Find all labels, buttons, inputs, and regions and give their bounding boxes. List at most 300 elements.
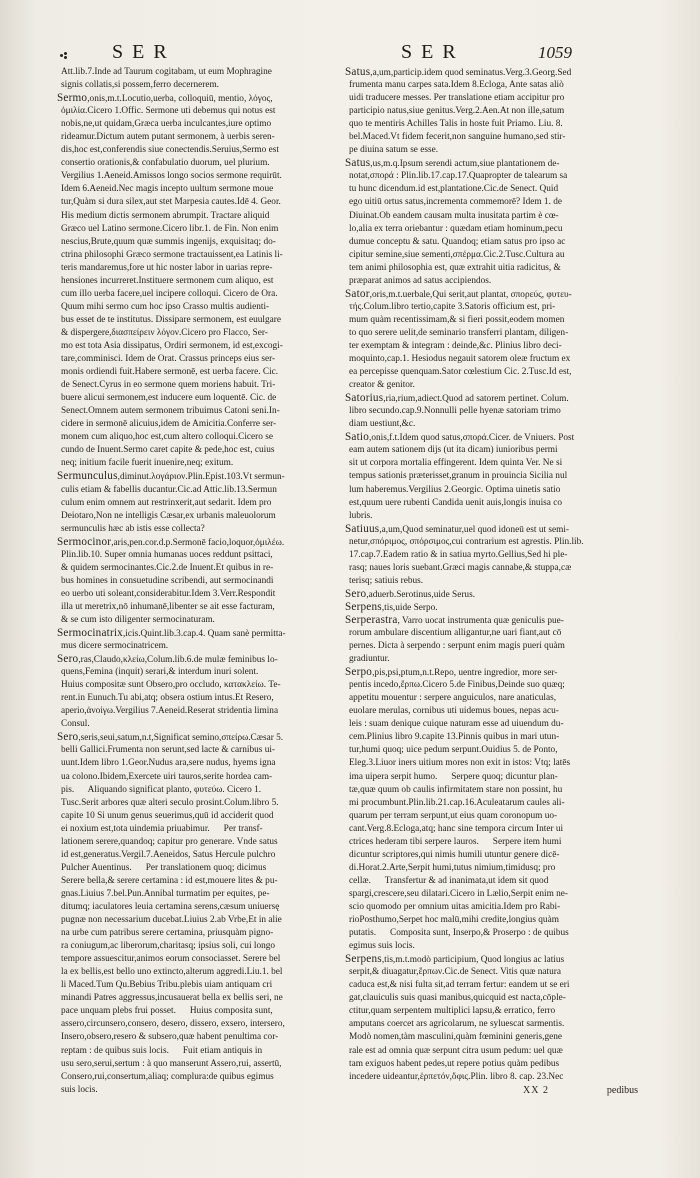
line-content bbox=[349, 901, 560, 914]
text-line bbox=[57, 692, 342, 705]
text-line bbox=[345, 131, 638, 144]
line-text: ,a,um,Quod seminatur,uel quod idoneū est ut semi- bbox=[379, 524, 570, 535]
line-text: lationem serere,quandoq; capitur pro generare. Vnde satus bbox=[61, 836, 278, 847]
line-text: scio quomodo per omnium uitas amicitia.Idem pro Rabi- bbox=[349, 902, 561, 912]
line-content bbox=[349, 705, 559, 718]
text-line bbox=[57, 575, 342, 588]
line-text: tempus sationis præterisset,granum in prouincia Sicilia nul bbox=[349, 471, 568, 482]
line-content bbox=[61, 979, 272, 992]
text-line bbox=[345, 966, 638, 979]
line-text: egimus suis locis. bbox=[349, 941, 415, 952]
text-line bbox=[57, 1071, 342, 1084]
text-line bbox=[57, 784, 342, 797]
line-text: ,onis,m.t.Locutio,uerba, colloquiū, mentio, λόγος, bbox=[87, 94, 273, 105]
text-line bbox=[57, 392, 342, 405]
line-content bbox=[349, 992, 566, 1005]
entry-line bbox=[57, 536, 342, 549]
line-content bbox=[61, 418, 276, 431]
text-line bbox=[345, 549, 638, 562]
line-text: consertio orationis,& confabulatio duorum, uel plurium. bbox=[61, 158, 270, 169]
headword: Satorius bbox=[345, 392, 384, 405]
line-content bbox=[61, 927, 273, 940]
line-content bbox=[349, 457, 562, 470]
line-text: reptam : de quibus suis locis. Fuit etiam antiquis in bbox=[61, 1045, 263, 1056]
line-content bbox=[61, 444, 275, 457]
line-text: nobis,ne,ut quidam,Græca uerba inculcantes,iure optimo bbox=[61, 119, 272, 130]
text-line bbox=[57, 275, 342, 288]
line-text: & dispergere,διασπείρειν λόγον.Cicero pro Flacco, Ser- bbox=[61, 327, 268, 338]
line-text: ,seris,seui,satum,n.t,Significat semino,σπείρω.Cæsar 5. bbox=[78, 733, 284, 744]
line-text: serpit,& diuagatur,ἕρπων.Cic.de Senect. Vitis quæ natura bbox=[349, 967, 561, 978]
line-text: quens,Femina (inquit) serari,& interdum inuri solent. bbox=[61, 667, 259, 678]
line-content bbox=[61, 888, 270, 901]
line-text: appetitu mouentur : serpere anguiculos, nare anaticulas, bbox=[349, 693, 557, 704]
line-content bbox=[349, 640, 565, 653]
line-content bbox=[349, 536, 584, 549]
text-line bbox=[345, 144, 638, 157]
text-line bbox=[57, 640, 342, 653]
line-content bbox=[61, 157, 270, 170]
text-line bbox=[57, 497, 342, 510]
line-content bbox=[61, 705, 278, 718]
text-line bbox=[345, 379, 638, 392]
line-content bbox=[61, 757, 276, 770]
text-line bbox=[57, 940, 342, 953]
page-number: 1059 bbox=[538, 43, 572, 62]
line-content bbox=[61, 614, 215, 627]
headword: Satus bbox=[345, 66, 371, 78]
line-text: buere alicui sermonem,est inducere eum loquentē. Cic. de bbox=[61, 393, 277, 404]
signature-mark: XX 2 bbox=[523, 1084, 549, 1096]
headword: Satus bbox=[345, 157, 371, 170]
line-text: ego uitiū ortus satus,incrementa commemorē? Idem 1. de bbox=[349, 197, 562, 208]
line-text: Tusc.Serit arbores quæ alteri seculo prosint.Colum.libro 5. bbox=[61, 797, 279, 808]
text-line bbox=[345, 914, 638, 927]
line-text: ,diminut.λογάριον.Plin.Epist.103.Vt sermun- bbox=[117, 472, 285, 483]
line-content bbox=[61, 901, 279, 914]
line-content bbox=[61, 196, 281, 209]
line-content bbox=[349, 627, 561, 640]
text-line bbox=[345, 823, 638, 836]
line-content bbox=[349, 314, 564, 327]
line-text: dicuntur scriptores,qui nimis humili utuntur genere dicē- bbox=[349, 849, 560, 860]
line-content bbox=[61, 784, 261, 797]
line-content bbox=[61, 966, 283, 979]
line-content bbox=[61, 262, 272, 275]
headword: Satio bbox=[345, 431, 369, 444]
line-content bbox=[349, 340, 562, 353]
text-line bbox=[345, 705, 638, 718]
line-content bbox=[61, 692, 274, 705]
line-text: ,tis,uide Serpo. bbox=[381, 602, 438, 613]
line-text: lubris. bbox=[349, 510, 373, 521]
text-line bbox=[345, 79, 638, 92]
line-content bbox=[349, 653, 390, 666]
line-text: Deiotaro,Non ne intelligis Cæsar,ex urbanis maleuolorum bbox=[61, 510, 276, 521]
line-text: Græco uel Latino sermone.Cicero libr.1. de Fin. Non enim bbox=[61, 223, 279, 234]
line-text: la ex bellis,est bello uno extincto,alterum aggredi.Liu.1. bel bbox=[61, 967, 283, 978]
right-column bbox=[345, 66, 638, 1097]
line-text: di.Horat.2.Arte,Serpit humi,tutus nimium,timidusq; pro bbox=[349, 862, 556, 873]
line-content bbox=[61, 392, 276, 405]
line-text: rorum ambulare discentium alligantur,ne uari fiant,aut cō bbox=[349, 628, 562, 639]
text-line bbox=[345, 170, 638, 183]
text-line bbox=[345, 1045, 638, 1058]
text-line bbox=[345, 210, 638, 223]
line-content bbox=[61, 405, 280, 418]
line-content bbox=[61, 105, 275, 118]
line-text: neq; initium facile fuerit inuenire,neq; exitum. bbox=[61, 458, 234, 469]
text-line bbox=[57, 314, 342, 327]
text-line bbox=[57, 810, 342, 823]
line-text: dis,hoc est,conferendis siue conectendis.Seruius,Sermo est bbox=[61, 145, 279, 156]
text-line bbox=[57, 1084, 342, 1097]
text-line bbox=[57, 705, 342, 718]
line-text: diam uestiunt,&c. bbox=[349, 419, 416, 430]
line-content bbox=[349, 784, 562, 797]
line-content bbox=[61, 1045, 262, 1058]
line-content bbox=[61, 1084, 98, 1097]
line-content bbox=[61, 601, 275, 614]
line-text: ,tis,m.t.modò participium, Quod longius ac latius bbox=[381, 955, 565, 966]
text-line bbox=[57, 797, 342, 810]
line-text: , Varro uocat instrumenta quæ geniculis pue- bbox=[397, 615, 564, 626]
text-line bbox=[57, 327, 342, 340]
text-line bbox=[345, 118, 638, 131]
text-line bbox=[57, 223, 342, 236]
line-text: Vergilius 1.Aeneid.Amissos longo socios sermone requirūt. bbox=[61, 171, 282, 182]
line-text: pe diuina satum se esse. bbox=[349, 145, 439, 156]
line-text: Serere bella,& serere certamina : id est,mouere lites & pu- bbox=[61, 875, 278, 886]
line-content bbox=[349, 92, 564, 105]
line-text: de Senect.Cyrus in eo sermone quem moriens habuit. Tri- bbox=[61, 380, 276, 391]
text-line bbox=[57, 1005, 342, 1018]
text-line bbox=[57, 523, 342, 536]
line-content bbox=[61, 940, 275, 953]
line-content bbox=[349, 405, 561, 418]
headword: Sero bbox=[57, 653, 79, 666]
text-line bbox=[57, 144, 342, 157]
page-footer bbox=[345, 1084, 638, 1097]
entry-line bbox=[345, 953, 638, 966]
line-text: tare,comminisci. Idem de Orat. Crassus princeps eius ser- bbox=[61, 354, 276, 365]
text-line bbox=[345, 640, 638, 653]
text-line bbox=[57, 353, 342, 366]
line-text: leis : suam denique cuique naturam esse ad uiuendum du- bbox=[349, 719, 564, 730]
line-content bbox=[57, 536, 284, 550]
line-text: ,a,um,particip.idem quod seminatus.Verg.3.Georg.Sed bbox=[370, 68, 572, 78]
headword: Sermo bbox=[57, 92, 88, 105]
line-text: minandi Patres aggressus,incusauerat bella ex bellis seri, ne bbox=[61, 993, 283, 1004]
text-line bbox=[345, 236, 638, 249]
text-line bbox=[57, 196, 342, 209]
text-line bbox=[57, 666, 342, 679]
line-content bbox=[349, 797, 565, 810]
line-text: mo est tota Asia dissipatus, Ordiri sermonem, id est,excogi- bbox=[61, 340, 283, 351]
text-line bbox=[345, 875, 638, 888]
line-text: ter exemptam & integram : deinde,&c. Plinius libro deci- bbox=[349, 340, 562, 351]
line-text: ctrina philosophi Græco sermone tractauissent,ea Latinis li- bbox=[61, 249, 283, 260]
line-content bbox=[349, 1031, 562, 1044]
catchword: pedibus bbox=[606, 1084, 638, 1096]
line-text: monis ordiendi fuit.Habere sermonē, est uerba facere. Cic. bbox=[61, 367, 279, 378]
running-head-left: SER bbox=[112, 41, 176, 63]
entry-line bbox=[345, 588, 638, 601]
headword: Serpens bbox=[345, 953, 382, 966]
line-text: hensiones incurreret.Instituere sermonem cum aliquo, est bbox=[61, 275, 274, 286]
line-text: ra coniugum,ac liberorum,charitasq; ipsius soli, cui longo bbox=[61, 941, 276, 952]
line-text: Consul. bbox=[61, 719, 90, 730]
line-content bbox=[61, 575, 274, 588]
line-content bbox=[61, 718, 90, 731]
text-line bbox=[57, 236, 342, 249]
line-text: Pulcher Auentinus. Per translationem quoq; dicimus bbox=[61, 862, 267, 873]
line-content bbox=[345, 588, 475, 602]
line-text: moquinto,cap.1. Hesiodus negauit satorem oleæ fructum ex bbox=[349, 354, 571, 365]
text-line bbox=[345, 562, 638, 575]
line-text: rent.in Eunuch.Tu abi,atq; obsera ostium intus.Et Resero, bbox=[61, 693, 274, 704]
line-text: præparat animos ad satus accipiendos. bbox=[349, 275, 492, 286]
text-line bbox=[345, 849, 638, 862]
text-line bbox=[345, 484, 638, 497]
line-content bbox=[61, 314, 281, 327]
line-content bbox=[61, 914, 282, 927]
line-text: tam exiguos habent pedes,ut repere potius quàm pedibus bbox=[349, 1058, 560, 1069]
line-text: ctrices hederam tibi serpere lauros. Serpere item humi bbox=[349, 836, 562, 847]
text-line bbox=[345, 1018, 638, 1031]
line-content bbox=[61, 301, 269, 314]
line-content bbox=[61, 1031, 278, 1044]
text-line bbox=[57, 510, 342, 523]
text-line bbox=[345, 457, 638, 470]
line-text: ea percepisse quenquam.Sator cœlestium Cic. 2.Tusc.Id est, bbox=[349, 367, 572, 378]
text-line bbox=[345, 262, 638, 275]
text-line bbox=[57, 679, 342, 692]
headword: Sero bbox=[345, 587, 367, 600]
text-line bbox=[345, 405, 638, 418]
line-content bbox=[349, 718, 564, 731]
text-line bbox=[345, 836, 638, 849]
line-text: teris mandaremus,fore ut hic noster labor in uarias repre- bbox=[61, 262, 273, 273]
line-text: assero,circunsero,consero, desero, dissero, exsero, intersero, bbox=[61, 1019, 285, 1030]
text-line bbox=[345, 979, 638, 992]
line-content bbox=[345, 523, 569, 537]
line-text: cidere in sermonē alicuius,idem de Amicitia.Conferre ser- bbox=[61, 419, 277, 430]
line-content bbox=[349, 236, 565, 249]
line-text: pernes. Dicta à serpendo : serpunt enim magis pueri quàm bbox=[349, 641, 565, 652]
headword: Sermunculus bbox=[57, 470, 118, 483]
text-line bbox=[345, 940, 638, 953]
line-text: suis locis. bbox=[61, 1084, 98, 1095]
text-line bbox=[57, 484, 342, 497]
line-text: spargi,crescere,seu dilatari.Cicero in Lælio,Serpit enim ne- bbox=[349, 888, 569, 899]
text-line bbox=[57, 757, 342, 770]
line-content bbox=[349, 849, 559, 862]
line-text: tempore assuescitur,animos eorum consociasset. Serere bel bbox=[61, 954, 281, 965]
line-content bbox=[61, 588, 275, 601]
text-line bbox=[57, 1045, 342, 1058]
entry-line bbox=[57, 470, 342, 483]
line-content bbox=[61, 236, 276, 249]
entry-line bbox=[345, 66, 638, 79]
line-content bbox=[349, 379, 415, 392]
line-content bbox=[349, 979, 569, 992]
line-content bbox=[349, 1045, 563, 1058]
line-text: gat,clauiculis suis quasi manibus,quicquid est nacta,cōple- bbox=[349, 993, 566, 1004]
line-content bbox=[349, 810, 557, 823]
headword: Serpens bbox=[345, 600, 382, 613]
line-text: usu sero,serui,sertum : à quo manserunt Assero,rui, assertū, bbox=[61, 1058, 282, 1069]
line-content bbox=[349, 836, 561, 849]
line-content bbox=[349, 170, 567, 183]
line-content bbox=[349, 744, 558, 757]
line-content bbox=[349, 275, 491, 288]
text-line bbox=[345, 862, 638, 875]
line-text: eo uerbo uti soleant,considerabitur.Idem 3.Verr.Respondit bbox=[61, 588, 276, 599]
line-content bbox=[61, 1071, 274, 1084]
line-content bbox=[349, 183, 558, 196]
text-line bbox=[57, 549, 342, 562]
line-text: Plin.lib.10. Super omnia humanas uoces reddunt psittaci, bbox=[61, 549, 273, 560]
line-text: libro secundo.cap.9.Nonnulli pelle hyenæ satoriam trimo bbox=[349, 406, 561, 417]
line-text: cum illo uerba facere,uel incipere colloqui. Cicero de Ora. bbox=[61, 288, 278, 299]
line-content bbox=[61, 353, 275, 366]
line-text: His medium dictis sermonem abrumpit. Tractare aliquid bbox=[61, 210, 270, 221]
text-line bbox=[345, 771, 638, 784]
text-line bbox=[57, 366, 342, 379]
line-content bbox=[349, 497, 562, 510]
line-content bbox=[349, 262, 561, 275]
line-text: lum haberemus.Vergilius 2.Georgic. Optima uinetis satio bbox=[349, 484, 561, 495]
text-line bbox=[57, 992, 342, 1005]
line-content bbox=[61, 1005, 273, 1018]
text-line bbox=[345, 627, 638, 640]
text-line bbox=[345, 692, 638, 705]
entry-line bbox=[345, 392, 638, 405]
line-text: tæ,quæ quum ob caulis infirmitatem stare non possint, hu bbox=[349, 784, 563, 795]
line-content bbox=[345, 666, 557, 680]
text-line bbox=[57, 1058, 342, 1071]
text-line bbox=[57, 66, 342, 79]
line-content bbox=[345, 601, 438, 615]
text-line bbox=[345, 810, 638, 823]
line-content bbox=[61, 640, 168, 653]
text-line bbox=[57, 288, 342, 301]
line-content bbox=[61, 1058, 282, 1071]
headword: Sermocinor bbox=[57, 535, 112, 548]
line-text: sit ut corpora mortalia effingerent. Idem quinta Ver. Ne si bbox=[349, 458, 563, 469]
line-text: illa ut meretrix,nō inhumanē,libenter se ait esse facturam, bbox=[61, 601, 275, 612]
line-text: & quidem sermocinantes.Cic.2.de Inuent.Et quibus in re- bbox=[61, 562, 274, 573]
line-text: ,aduerb.Serotinus,uide Serus. bbox=[366, 589, 476, 600]
text-line bbox=[57, 744, 342, 757]
line-content bbox=[61, 366, 278, 379]
text-line bbox=[57, 79, 342, 92]
line-text: netur,σπόριμος, σπόρσιμος,cui contrarium est agrestis. Plin.lib. bbox=[349, 536, 584, 547]
line-text: Huius compositæ sunt Obsero,pro occludo, κατακλείω. Te- bbox=[61, 680, 281, 691]
line-content bbox=[349, 353, 570, 366]
text-line bbox=[57, 170, 342, 183]
line-content bbox=[349, 144, 438, 157]
line-text: tu hunc dicendum.id est,plantatione.Cic.de Senect. Quid bbox=[349, 184, 559, 195]
line-content bbox=[349, 249, 564, 262]
text-line bbox=[57, 183, 342, 196]
text-line bbox=[57, 405, 342, 418]
line-content bbox=[61, 953, 280, 966]
entry-line bbox=[57, 92, 342, 105]
entry-line bbox=[345, 601, 638, 614]
line-content bbox=[61, 379, 275, 392]
line-text: euolare merulas, cornibus uti uidemus boues, nepas acu- bbox=[349, 706, 559, 717]
text-line bbox=[345, 444, 638, 457]
entry-line bbox=[57, 627, 342, 640]
line-text: cellæ. Transfertur & ad inanimata,ut idem sit quod bbox=[349, 875, 549, 886]
line-content bbox=[349, 196, 562, 209]
text-line bbox=[345, 927, 638, 940]
line-text: na urbe cum patribus serere certamina, priusquàm pigno- bbox=[61, 928, 274, 939]
headword: Satiuus bbox=[345, 522, 380, 535]
text-line bbox=[57, 588, 342, 601]
line-text: pentis incedo,ἕρπω.Cicero 5.de Finibus,Deinde suo quæq; bbox=[349, 680, 565, 691]
text-line bbox=[345, 1058, 638, 1071]
line-text: bus esset de te institutus. Dissipare sermonem, est euulgare bbox=[61, 314, 281, 325]
text-line bbox=[57, 105, 342, 118]
line-text: pugnæ non necessarium ducebat.Liuius 2.ab Vrbe,Et in alie bbox=[61, 915, 282, 926]
line-text: ditumq; iaculatores leuia certamina serens,cæsum uniuersę bbox=[61, 902, 280, 912]
line-content bbox=[61, 744, 275, 757]
line-text: Quum mihi sermo cum hoc ipso Crasso multis audienti- bbox=[61, 301, 270, 312]
text-line bbox=[345, 718, 638, 731]
headword: Sero bbox=[57, 731, 79, 744]
text-line bbox=[57, 614, 342, 627]
text-line bbox=[57, 562, 342, 575]
line-text: uidi traducere messes. Per translatione etiam accipitur pro bbox=[349, 93, 565, 104]
text-line bbox=[57, 444, 342, 457]
line-content bbox=[61, 131, 275, 144]
text-line bbox=[57, 823, 342, 836]
text-line bbox=[345, 797, 638, 810]
line-content bbox=[349, 1071, 563, 1084]
line-content bbox=[61, 457, 233, 470]
text-line bbox=[57, 431, 342, 444]
line-text: monem cum aliquo,hoc est,cum altero colloqui.Cicero se bbox=[61, 432, 273, 443]
line-content bbox=[57, 653, 278, 667]
line-content bbox=[349, 679, 565, 692]
line-content bbox=[349, 549, 567, 562]
line-content bbox=[349, 366, 571, 379]
line-text: culis etiam & fabellis ducantur.Cic.ad Attic.lib.13.Sermun bbox=[61, 484, 277, 495]
text-line bbox=[345, 275, 638, 288]
text-line bbox=[57, 875, 342, 888]
line-text: participio natus,siue genitus.Verg.2.Aen.At non ille,satum bbox=[349, 106, 565, 117]
line-content bbox=[349, 562, 571, 575]
line-content bbox=[349, 223, 563, 236]
text-line bbox=[57, 131, 342, 144]
line-content bbox=[345, 392, 569, 406]
line-content bbox=[349, 875, 548, 888]
line-content bbox=[349, 118, 563, 131]
line-text: cipitur semine,siue sementi,σπέρμα.Cic.2.Tusc.Cultura au bbox=[349, 249, 565, 260]
line-text: sermunculis hæc ab istis esse collecta? bbox=[61, 523, 205, 534]
line-text: pis. Aliquando significat planto, φυτεύω. Cicero 1. bbox=[61, 784, 262, 795]
line-content bbox=[349, 692, 556, 705]
line-text: ,ria,rium,adiect.Quod ad satorem pertinet. Colum. bbox=[383, 394, 569, 405]
text-line bbox=[345, 353, 638, 366]
line-content bbox=[349, 575, 423, 588]
text-line bbox=[345, 366, 638, 379]
line-content bbox=[345, 614, 564, 628]
line-content bbox=[349, 757, 570, 770]
